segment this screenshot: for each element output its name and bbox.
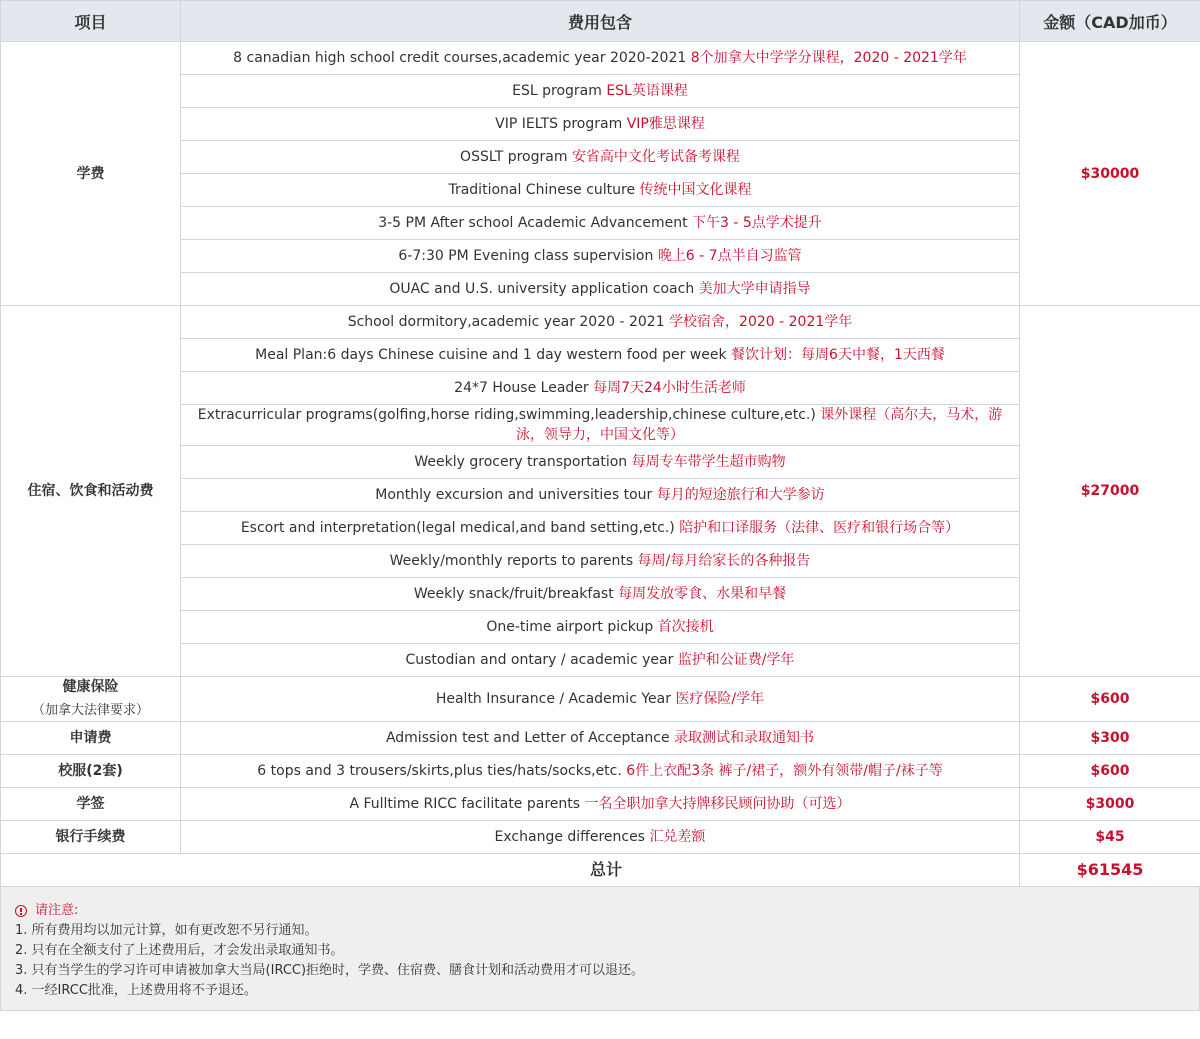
fee-item: Admission test and Letter of Acceptance 录取测试和录取通知书 (181, 722, 1020, 755)
header-item: 项目 (1, 1, 181, 42)
fee-item: OSSLT program 安省高中文化考试备考课程 (181, 141, 1020, 174)
table-row (1, 42, 1200, 75)
table-row (1, 306, 1200, 339)
total-amount: $61545 (1020, 854, 1200, 887)
fee-item: 24*7 House Leader 每周7天24小时生活老师 (181, 372, 1020, 405)
fee-item: Weekly grocery transportation 每周专车带学生超市购物 (181, 446, 1020, 479)
fee-item: Meal Plan:6 days Chinese cuisine and 1 day western food per week 餐饮计划：每周6天中餐，1天西餐 (181, 339, 1020, 372)
amount-tuition: $30000 (1020, 42, 1200, 306)
amount-application-fee: $300 (1020, 722, 1200, 755)
category-accommodation: 住宿、饮食和活动费 (1, 306, 181, 677)
fee-item: Custodian and ontary / academic year 监护和公证费/学年 (181, 644, 1020, 677)
fee-item: Health Insurance / Academic Year 医疗保险/学年 (181, 677, 1020, 722)
amount-accommodation: $27000 (1020, 306, 1200, 677)
notes-heading (15, 901, 1185, 921)
amount-bank-fee: $45 (1020, 821, 1200, 854)
amount-uniform: $600 (1020, 755, 1200, 788)
notes-title: 请注意: (35, 903, 79, 918)
table-row (1, 788, 1200, 821)
category-bank-fee: 银行手续费 (1, 821, 181, 854)
table-row (1, 677, 1200, 722)
table-row (1, 821, 1200, 854)
fee-item: 6-7:30 PM Evening class supervision 晚上6 - 7点半自习监管 (181, 240, 1020, 273)
warning-circle-icon (15, 905, 27, 917)
total-row (1, 854, 1200, 887)
notes-panel (0, 887, 1200, 1011)
amount-study-visa: $3000 (1020, 788, 1200, 821)
fee-item: School dormitory,academic year 2020 - 2021 学校宿舍，2020 - 2021学年 (181, 306, 1020, 339)
category-application-fee: 申请费 (1, 722, 181, 755)
note-line: 2. 只有在全额支付了上述费用后，才会发出录取通知书。 (15, 943, 344, 958)
fee-item: Monthly excursion and universities tour 每月的短途旅行和大学参访 (181, 479, 1020, 512)
category-study-visa: 学签 (1, 788, 181, 821)
fee-item: One-time airport pickup 首次接机 (181, 611, 1020, 644)
category-tuition: 学费 (1, 42, 181, 306)
category-uniform: 校服(2套) (1, 755, 181, 788)
category-note: （加拿大法律要求） (31, 703, 149, 718)
fee-item: Escort and interpretation(legal medical,and band setting,etc.) 陪护和口译服务（法律、医疗和银行场合等） (181, 512, 1020, 545)
fee-item: Weekly snack/fruit/breakfast 每周发放零食、水果和早餐 (181, 578, 1020, 611)
header-content: 费用包含 (181, 1, 1020, 42)
fee-item: A Fulltime RICC facilitate parents 一名全职加拿大持牌移民顾问协助（可选） (181, 788, 1020, 821)
note-line: 1. 所有费用均以加元计算，如有更改恕不另行通知。 (15, 923, 318, 938)
fee-item: VIP IELTS program VIP雅思课程 (181, 108, 1020, 141)
category-health-insurance: 健康保险 （加拿大法律要求） (1, 677, 181, 722)
total-label: 总计 (1, 854, 1020, 887)
fee-item: 3-5 PM After school Academic Advancement 下午3 - 5点学术提升 (181, 207, 1020, 240)
fee-item: Extracurricular programs(golfing,horse riding,swimming,leadership,chinese culture,etc.) 课外课程（高尔夫，马术，游泳，领导力，中国文化等） (181, 405, 1020, 446)
fee-item: Exchange differences 汇兑差额 (181, 821, 1020, 854)
note-line: 3. 只有当学生的学习许可申请被加拿大当局(IRCC)拒绝时，学费、住宿费、膳食计划和活动费用才可以退还。 (15, 963, 645, 978)
table-header-row (1, 1, 1200, 42)
fee-item: OUAC and U.S. university application coach 美加大学申请指导 (181, 273, 1020, 306)
header-amount: 金额（CAD加币） (1020, 1, 1200, 42)
fee-item: 6 tops and 3 trousers/skirts,plus ties/hats/socks,etc. 6件上衣配3条 裤子/裙子，额外有领带/帽子/袜子等 (181, 755, 1020, 788)
amount-health-insurance: $600 (1020, 677, 1200, 722)
fee-item: Weekly/monthly reports to parents 每周/每月给家长的各种报告 (181, 545, 1020, 578)
fee-item: Traditional Chinese culture 传统中国文化课程 (181, 174, 1020, 207)
note-line: 4. 一经IRCC批准，上述费用将不予退还。 (15, 983, 257, 998)
table-row (1, 755, 1200, 788)
table-row (1, 722, 1200, 755)
fee-item: 8 canadian high school credit courses,academic year 2020-2021 8个加拿大中学学分课程，2020 - 2021学年 (181, 42, 1020, 75)
fee-item: ESL program ESL英语课程 (181, 75, 1020, 108)
